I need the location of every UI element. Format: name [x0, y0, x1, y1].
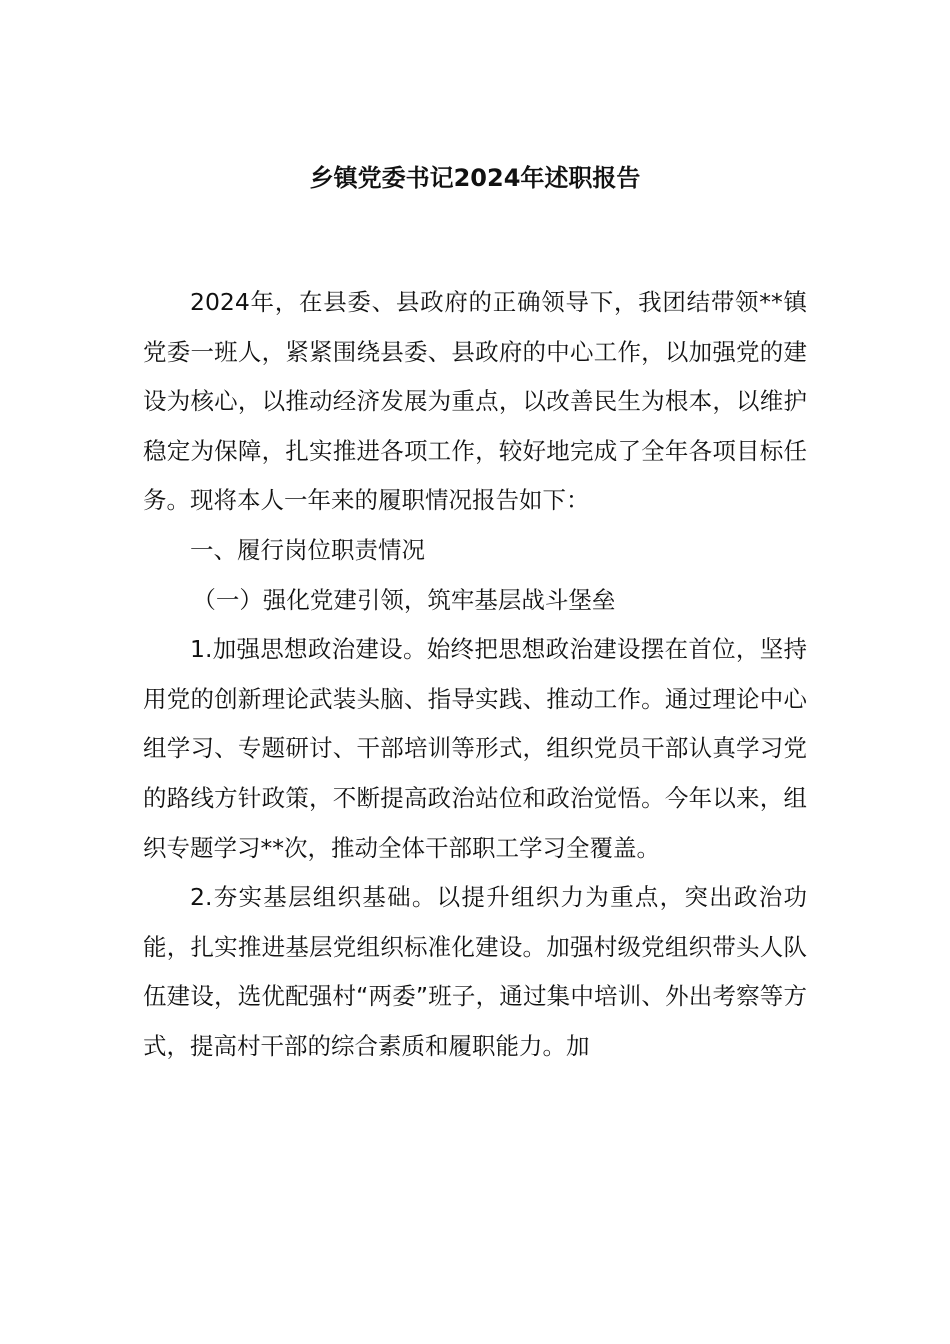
section-heading-1: 一、履行岗位职责情况: [190, 535, 425, 564]
body-paragraph-2: 2.夯实基层组织基础。以提升组织力为重点，突出政治功能，扎实推进基层党组织标准化建设。加强村级党组织带头人队伍建设，选优配强村“两委”班子，通过集中培训、外出考察等方式，提高村干部的综合素质和履职能力。加: [143, 883, 807, 1060]
document-body: [143, 278, 807, 1072]
intro-paragraph: 2024年，在县委、县政府的正确领导下，我团结带领**镇党委一班人，紧紧围绕县委、县政府的中心工作，以加强党的建设为核心，以推动经济发展为重点，以改善民生为根本，以维护稳定为保障，扎实推进各项工作，较好地完成了全年各项目标任务。现将本人一年来的履职情况报告如下：: [143, 288, 807, 515]
document-title: 乡镇党委书记2024年述职报告: [309, 164, 641, 192]
subsection-heading-1: （一）强化党建引领，筑牢基层战斗堡垒: [192, 585, 616, 614]
body-paragraph-1: 1.加强思想政治建设。始终把思想政治建设摆在首位，坚持用党的创新理论武装头脑、指导实践、推动工作。通过理论中心组学习、专题研讨、干部培训等形式，组织党员干部认真学习党的路线方针政策，不断提高政治站位和政治觉悟。今年以来，组织专题学习**次，推动全体干部职工学习全覆盖。: [143, 635, 807, 862]
